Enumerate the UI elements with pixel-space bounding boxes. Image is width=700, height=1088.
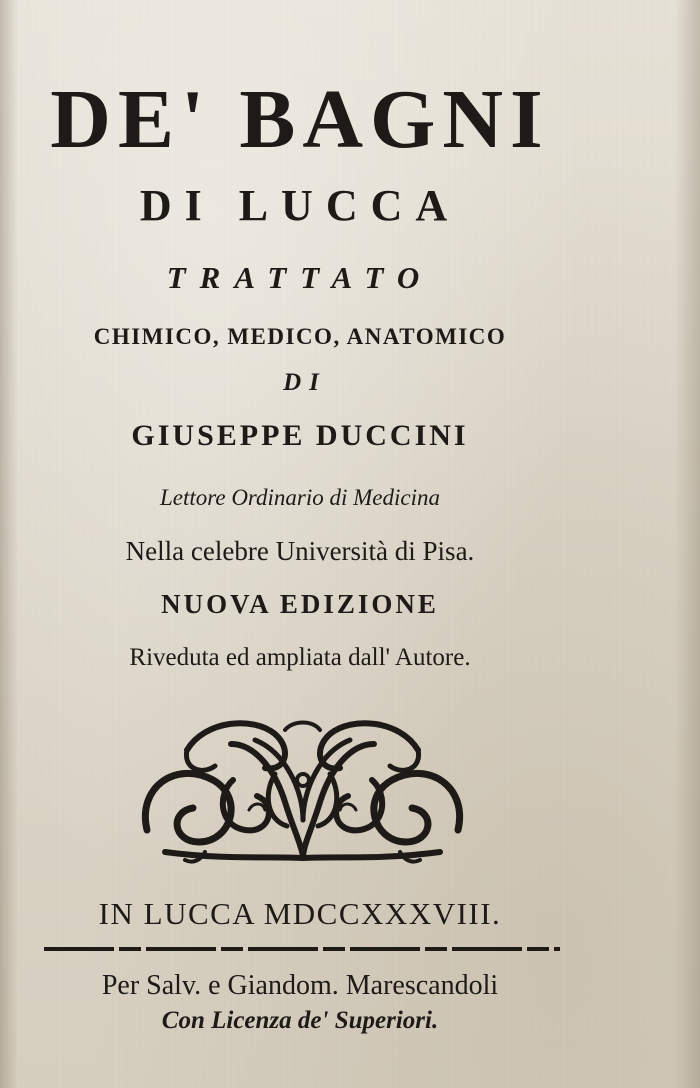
title-line-3: TRATTATO	[166, 260, 434, 295]
licence-line: Con Licenza de' Superiori.	[161, 1007, 439, 1034]
edition-label: NUOVA EDIZIONE	[161, 589, 439, 619]
printer-name: Per Salv. e Giandom. Marescandoli	[101, 970, 499, 1001]
monogram-ornament-icon	[135, 710, 470, 870]
edition-note: Riveduta ed ampliata dall' Autore.	[129, 644, 471, 671]
by-line: DI	[283, 369, 327, 396]
imprint-city-year: IN LUCCA MDCCXXXVIII.	[98, 896, 502, 931]
title-line-2: DI LUCCA	[139, 181, 461, 230]
author-name: GIUSEPPE DUCCINI	[131, 419, 469, 452]
author-role: Lettore Ordinario di Medicina	[159, 485, 441, 510]
author-university: Nella celebre Università di Pisa.	[125, 536, 475, 566]
title-line-1: DE' BAGNI	[50, 73, 550, 166]
horizontal-rule	[44, 945, 560, 955]
page-right-edge	[674, 0, 700, 1088]
subtitle: CHIMICO, MEDICO, ANATOMICO	[93, 324, 507, 349]
